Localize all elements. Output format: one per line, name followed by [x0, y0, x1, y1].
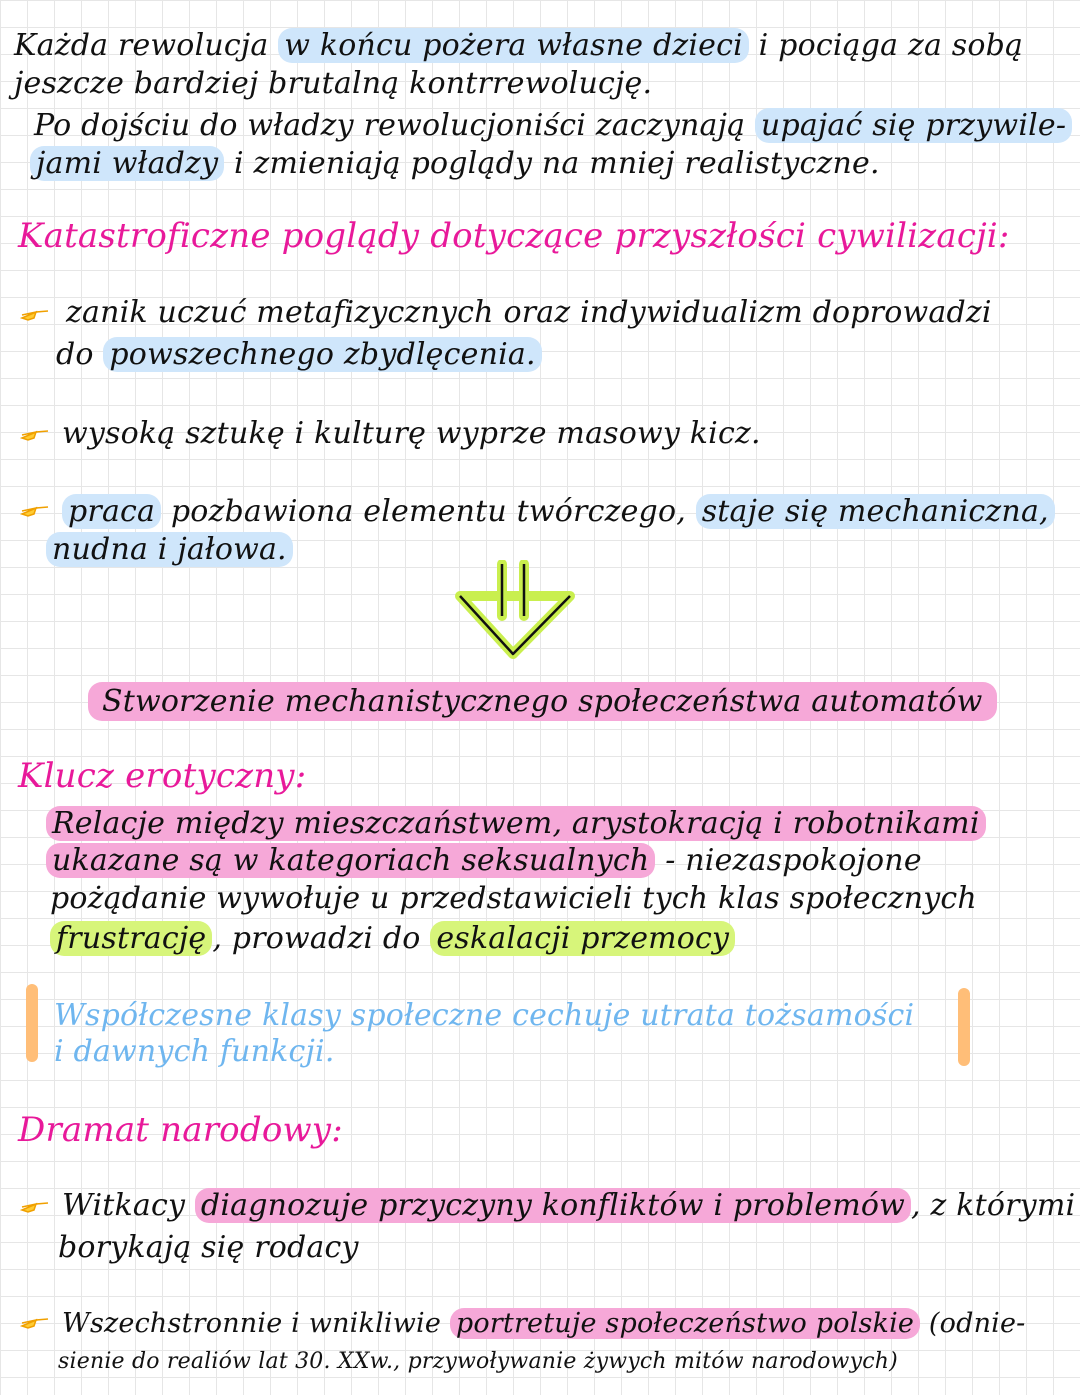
text: (odnie-	[920, 1308, 1026, 1339]
erotic-line	[46, 806, 986, 842]
double-down-arrow-icon	[450, 560, 580, 664]
highlight-pink: ukazane są w kategoriach seksualnych	[46, 843, 655, 878]
text: Witkacy	[62, 1188, 195, 1223]
text: Wszechstronnie i wnikliwie	[62, 1308, 450, 1339]
text: , z którymi	[911, 1188, 1076, 1223]
highlight-blue: upajać się przywile-	[755, 108, 1072, 143]
bullet-line	[62, 416, 761, 452]
note-marker-left	[26, 984, 38, 1062]
erotic-line	[50, 921, 735, 957]
text: wysoką sztukę i kulturę wyprze masowy kicz.	[62, 416, 761, 451]
erotic-line	[46, 843, 922, 879]
text: borykają się rodacy	[58, 1230, 359, 1265]
pointing-hand-icon	[18, 424, 52, 446]
highlight-blue: praca	[62, 494, 161, 529]
text: Po dojściu do władzy rewolucjoniści zaczynają	[34, 108, 755, 143]
bullet-line	[62, 1306, 1026, 1342]
text: , prowadzi do	[212, 921, 431, 956]
highlight-pink: Relacje między mieszczaństwem, arystokracją i robotnikami	[46, 806, 986, 841]
note-line: i dawnych funkcji.	[54, 1034, 335, 1069]
bullet-line	[56, 337, 542, 373]
section-heading-national: Dramat narodowy:	[18, 1110, 343, 1150]
bullet-line	[46, 532, 293, 568]
bullet-line	[66, 295, 992, 331]
highlight-green: eskalacji przemocy	[430, 921, 735, 956]
highlight-pink: diagnozuje przyczyny konfliktów i problemów	[195, 1188, 911, 1223]
note-line: Współczesne klasy społeczne cechuje utrata tożsamości	[54, 998, 915, 1033]
highlight-blue: staje się mechaniczna,	[696, 494, 1055, 529]
highlight-blue: nudna i jałowa.	[46, 532, 293, 567]
text: pożądanie wywołuje u przedstawicieli tych klas społecznych	[50, 881, 977, 916]
paragraph-line	[14, 66, 652, 102]
paragraph-line	[30, 146, 880, 182]
highlight-pink: portretuje społeczeństwo polskie	[450, 1308, 920, 1339]
highlight-blue: powszechnego zbydlęcenia.	[103, 337, 541, 372]
text: sienie do realiów lat 30. XXw., przywoływanie żywych mitów narodowych)	[58, 1349, 898, 1374]
text: i pociąga za sobą	[748, 28, 1024, 63]
bullet-line	[58, 1344, 898, 1380]
note-marker-right	[958, 988, 970, 1066]
paragraph-line	[14, 28, 1023, 64]
pointing-hand-icon	[18, 1312, 52, 1334]
highlight-green: frustrację	[50, 921, 212, 956]
bullet-line	[62, 1188, 1075, 1224]
erotic-line	[50, 881, 977, 917]
section-heading-catastrophe: Katastroficzne poglądy dotyczące przyszłości cywilizacji:	[18, 216, 1010, 256]
text: - niezaspokojone	[655, 843, 922, 878]
pointing-hand-icon	[18, 500, 52, 522]
pointing-hand-icon	[18, 304, 52, 326]
highlight-blue: jami władzy	[30, 146, 224, 181]
text: zanik uczuć metafizycznych oraz indywidualizm doprowadzi	[66, 295, 992, 330]
text: Każda rewolucja	[14, 28, 279, 63]
section-heading-erotic: Klucz erotyczny:	[18, 756, 307, 796]
text: pozbawiona elementu twórczego,	[161, 494, 696, 529]
bullet-line	[58, 1230, 359, 1266]
conclusion-line	[88, 684, 997, 720]
highlight-blue: w końcu pożera własne dzieci	[278, 28, 749, 63]
text: jeszcze bardziej brutalną kontrrewolucję.	[14, 66, 653, 101]
text: do	[56, 337, 104, 372]
paragraph-line	[34, 108, 1072, 144]
bullet-line	[62, 494, 1055, 530]
text: i zmieniają poglądy na mniej realistyczne.	[224, 146, 880, 181]
pointing-hand-icon	[18, 1196, 52, 1218]
highlight-pink: Stworzenie mechanistycznego społeczeństwa automatów	[88, 682, 997, 721]
